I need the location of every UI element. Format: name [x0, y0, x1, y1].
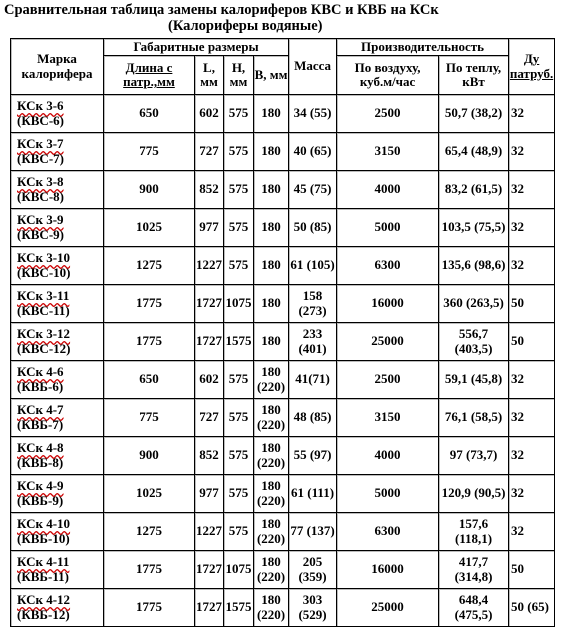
brand-ksk: КСк 3-10: [17, 250, 71, 265]
cell-du: 32: [509, 437, 555, 475]
brand-ksk: КСк 4-10: [17, 516, 71, 531]
header-brand: Марка калорифера: [11, 39, 104, 95]
cell-mass: 41(71): [289, 361, 337, 399]
brand-old: (КВС-8): [17, 188, 64, 204]
brand-old: (КВБ-10): [17, 530, 70, 546]
cell-du: 32: [509, 361, 555, 399]
header-du-label: Ду патруб.: [509, 51, 554, 81]
brand-old: (КВБ-9): [17, 492, 64, 508]
brand-old: (КВС-7): [17, 150, 64, 166]
cell-L: 1227: [195, 247, 224, 285]
brand-old: (КВС-9): [17, 226, 64, 242]
cell-length: 1025: [104, 209, 195, 247]
cell-heat: 65,4 (48,9): [439, 133, 509, 171]
brand-old: (КВБ-11): [17, 568, 69, 584]
brand-old: (КВС-10): [17, 264, 71, 280]
cell-H: 575: [224, 247, 254, 285]
brand-ksk: КСк 3-9: [17, 212, 64, 227]
cell-L: 852: [195, 171, 224, 209]
cell-du: 32: [509, 209, 555, 247]
brand-ksk: КСк 3-8: [17, 174, 64, 189]
header-mass: Масса: [289, 39, 337, 95]
cell-mass: 61 (105): [289, 247, 337, 285]
cell-L: 602: [195, 95, 224, 133]
brand-ksk: КСк 3-11: [17, 288, 70, 303]
cell-heat: 97 (73,7): [439, 437, 509, 475]
cell-brand: [11, 399, 104, 437]
cell-B: 180 (220): [254, 589, 289, 627]
cell-air: 5000: [337, 475, 439, 513]
table-row: [11, 437, 555, 475]
cell-length: 1775: [104, 589, 195, 627]
table-row: [11, 133, 555, 171]
cell-L: 1727: [195, 285, 224, 323]
cell-heat: 556,7 (403,5): [439, 323, 509, 361]
cell-mass: 205 (359): [289, 551, 337, 589]
cell-B: 180 (220): [254, 551, 289, 589]
cell-H: 575: [224, 95, 254, 133]
cell-air: 6300: [337, 247, 439, 285]
cell-mass: 48 (85): [289, 399, 337, 437]
cell-brand: [11, 437, 104, 475]
cell-brand: [11, 323, 104, 361]
cell-L: 852: [195, 437, 224, 475]
brand-old: (КВС-6): [17, 112, 64, 128]
title-line-1: Сравнительная таблица замены калориферов КВС и КВБ на КСк: [4, 2, 439, 18]
cell-L: 602: [195, 361, 224, 399]
cell-length: 1775: [104, 285, 195, 323]
cell-B: 180 (220): [254, 437, 289, 475]
brand-ksk: КСк 4-9: [17, 478, 64, 493]
cell-brand: [11, 133, 104, 171]
cell-H: 575: [224, 171, 254, 209]
cell-B: 180: [254, 323, 289, 361]
cell-H: 575: [224, 209, 254, 247]
cell-du: 32: [509, 133, 555, 171]
brand-ksk: КСк 4-11: [17, 554, 70, 569]
header-dimensions: Габаритные размеры: [104, 39, 289, 56]
cell-H: 575: [224, 475, 254, 513]
cell-B: 180: [254, 285, 289, 323]
cell-B: 180 (220): [254, 361, 289, 399]
cell-L: 727: [195, 399, 224, 437]
cell-brand: [11, 209, 104, 247]
cell-mass: 50 (85): [289, 209, 337, 247]
header-B: B, мм: [254, 56, 289, 95]
cell-du: 32: [509, 513, 555, 551]
cell-mass: 77 (137): [289, 513, 337, 551]
cell-air: 3150: [337, 399, 439, 437]
cell-heat: 157,6 (118,1): [439, 513, 509, 551]
cell-heat: 103,5 (75,5): [439, 209, 509, 247]
cell-B: 180 (220): [254, 399, 289, 437]
cell-heat: 83,2 (61,5): [439, 171, 509, 209]
cell-heat: 360 (263,5): [439, 285, 509, 323]
cell-B: 180 (220): [254, 475, 289, 513]
cell-heat: 135,6 (98,6): [439, 247, 509, 285]
cell-du: 32: [509, 399, 555, 437]
cell-du: 50 (65): [509, 589, 555, 627]
cell-du: 32: [509, 171, 555, 209]
cell-brand: [11, 513, 104, 551]
brand-old: (КВБ-7): [17, 416, 64, 432]
cell-length: 900: [104, 171, 195, 209]
cell-B: 180: [254, 95, 289, 133]
cell-du: 32: [509, 475, 555, 513]
cell-H: 575: [224, 399, 254, 437]
cell-L: 977: [195, 475, 224, 513]
cell-B: 180: [254, 247, 289, 285]
cell-mass: 45 (75): [289, 171, 337, 209]
table-row: [11, 361, 555, 399]
cell-mass: 303 (529): [289, 589, 337, 627]
cell-brand: [11, 589, 104, 627]
cell-du: 32: [509, 95, 555, 133]
brand-ksk: КСк 3-6: [17, 98, 64, 113]
brand-old: (КВС-11): [17, 302, 70, 318]
header-du: [509, 39, 555, 95]
cell-air: 2500: [337, 361, 439, 399]
cell-mass: 158 (273): [289, 285, 337, 323]
cell-length: 775: [104, 399, 195, 437]
table-row: [11, 475, 555, 513]
header-length: [104, 56, 195, 95]
cell-brand: [11, 285, 104, 323]
cell-du: 50: [509, 285, 555, 323]
cell-length: 1025: [104, 475, 195, 513]
cell-length: 775: [104, 133, 195, 171]
cell-du: 50: [509, 323, 555, 361]
cell-air: 4000: [337, 437, 439, 475]
brand-old: (КВБ-6): [17, 378, 64, 394]
header-H: H, мм: [224, 56, 254, 95]
brand-ksk: КСк 3-7: [17, 136, 64, 151]
cell-air: 5000: [337, 209, 439, 247]
cell-heat: 59,1 (45,8): [439, 361, 509, 399]
header-performance: Производительность: [337, 39, 509, 56]
cell-B: 180: [254, 209, 289, 247]
table-row: [11, 285, 555, 323]
cell-brand: [11, 171, 104, 209]
cell-L: 1727: [195, 551, 224, 589]
cell-L: 1227: [195, 513, 224, 551]
cell-length: 900: [104, 437, 195, 475]
cell-L: 977: [195, 209, 224, 247]
cell-length: 1275: [104, 247, 195, 285]
cell-mass: 61 (111): [289, 475, 337, 513]
cell-air: 2500: [337, 95, 439, 133]
table-row: [11, 95, 555, 133]
cell-mass: 40 (65): [289, 133, 337, 171]
cell-heat: 417,7 (314,8): [439, 551, 509, 589]
table-row: [11, 171, 555, 209]
cell-mass: 55 (97): [289, 437, 337, 475]
cell-air: 6300: [337, 513, 439, 551]
cell-length: 1775: [104, 323, 195, 361]
comparison-table: [10, 38, 555, 627]
header-length-label: Длина с патр.,мм: [123, 59, 175, 89]
table-row: [11, 513, 555, 551]
table-row: [11, 589, 555, 627]
table-row: [11, 247, 555, 285]
cell-L: 1727: [195, 323, 224, 361]
cell-air: 4000: [337, 171, 439, 209]
cell-mass: 233 (401): [289, 323, 337, 361]
header-L: L, мм: [195, 56, 224, 95]
cell-H: 1075: [224, 285, 254, 323]
table-row: [11, 209, 555, 247]
cell-du: 32: [509, 247, 555, 285]
brand-old: (КВБ-12): [17, 606, 70, 622]
cell-H: 575: [224, 133, 254, 171]
brand-ksk: КСк 4-12: [17, 592, 71, 607]
brand-old: (КВС-12): [17, 340, 71, 356]
cell-brand: [11, 475, 104, 513]
cell-L: 727: [195, 133, 224, 171]
cell-air: 16000: [337, 551, 439, 589]
document-title: [0, 2, 574, 34]
table-body: [11, 95, 555, 627]
cell-length: 650: [104, 95, 195, 133]
brand-ksk: КСк 4-6: [17, 364, 64, 379]
header-air: По воздуху, куб.м/час: [337, 56, 439, 95]
cell-length: 650: [104, 361, 195, 399]
cell-air: 16000: [337, 285, 439, 323]
cell-L: 1727: [195, 589, 224, 627]
cell-length: 1275: [104, 513, 195, 551]
cell-H: 575: [224, 361, 254, 399]
brand-ksk: КСк 4-8: [17, 440, 64, 455]
cell-brand: [11, 361, 104, 399]
brand-old: (КВБ-8): [17, 454, 64, 470]
cell-H: 1075: [224, 551, 254, 589]
cell-air: 25000: [337, 589, 439, 627]
cell-mass: 34 (55): [289, 95, 337, 133]
table-row: [11, 323, 555, 361]
cell-air: 3150: [337, 133, 439, 171]
title-line-2: (Калориферы водяные): [168, 18, 323, 34]
cell-brand: [11, 247, 104, 285]
cell-H: 1575: [224, 323, 254, 361]
cell-heat: 120,9 (90,5): [439, 475, 509, 513]
brand-ksk: КСк 3-12: [17, 326, 71, 341]
cell-H: 575: [224, 513, 254, 551]
cell-length: 1775: [104, 551, 195, 589]
cell-heat: 76,1 (58,5): [439, 399, 509, 437]
cell-air: 25000: [337, 323, 439, 361]
cell-heat: 648,4 (475,5): [439, 589, 509, 627]
brand-ksk: КСк 4-7: [17, 402, 64, 417]
cell-brand: [11, 551, 104, 589]
cell-brand: [11, 95, 104, 133]
cell-B: 180: [254, 171, 289, 209]
cell-du: 50: [509, 551, 555, 589]
cell-H: 1575: [224, 589, 254, 627]
table-row: [11, 551, 555, 589]
cell-H: 575: [224, 437, 254, 475]
cell-heat: 50,7 (38,2): [439, 95, 509, 133]
table-row: [11, 399, 555, 437]
header-heat: По теплу, кВт: [439, 56, 509, 95]
cell-B: 180 (220): [254, 513, 289, 551]
cell-B: 180: [254, 133, 289, 171]
